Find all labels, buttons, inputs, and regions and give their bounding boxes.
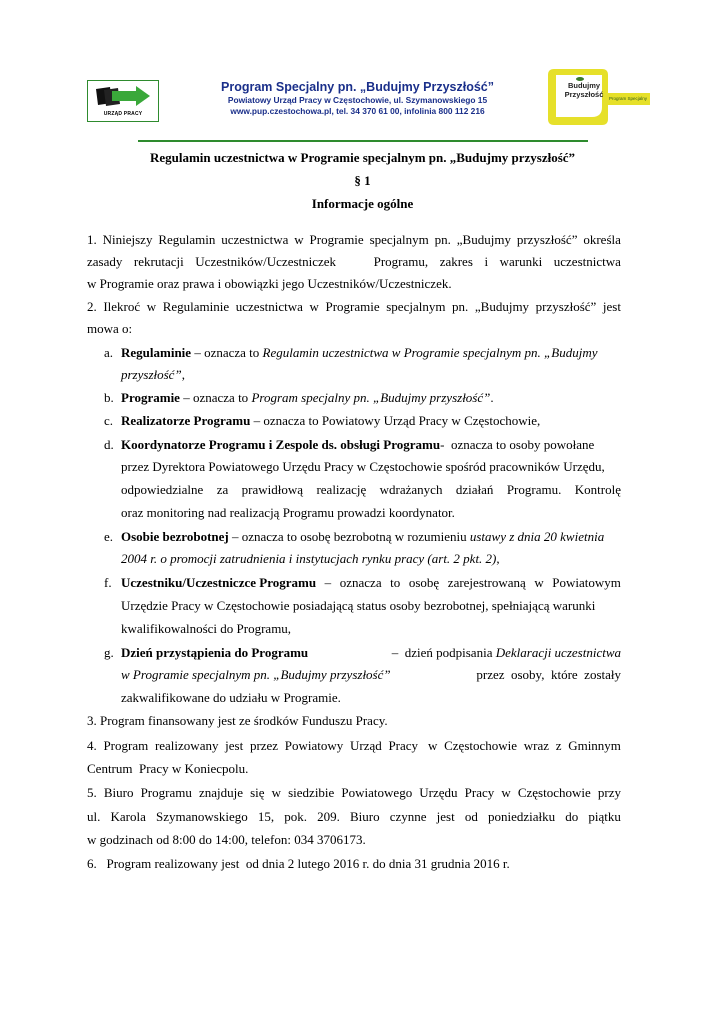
item-a-marker: a.: [104, 345, 114, 360]
item-f-line-2: Urzędzie Pracy w Częstochowie posiadającą status osoby bezrobotnej, spełniającą warunki: [121, 598, 596, 613]
p4-line-2: Centrum Pracy w Koniecpolu.: [87, 761, 249, 776]
item-c-line-1: Realizatorze Programu – oznacza to Powiatowy Urząd Pracy w Częstochowie,: [121, 413, 541, 428]
badge-title: [562, 81, 606, 99]
item-d-line-3: odpowiedzialne za prawidłową realizację wdrażanych działań Programu. Kontrolę: [121, 482, 621, 497]
p1-line-1: 1. Niniejszy Regulamin uczestnictwa w Programie specjalnym pn. „Budujmy przyszłość” określa: [87, 232, 621, 247]
item-a-line-2: przyszłość”,: [121, 367, 185, 382]
item-e-marker: e.: [104, 529, 114, 544]
p1-line-2: zasady rekrutacji Uczestników/Uczestniczek Programu, zakres i warunki uczestnictwa: [87, 254, 621, 269]
item-b-line-1: Programie – oznacza to Program specjalny pn. „Budujmy przyszłość”.: [121, 390, 494, 405]
badge-tag: Program Specjalny: [606, 94, 650, 104]
item-d-line-1: Koordynatorze Programu i Zespole ds. obsługi Programu- oznacza to osoby powołane: [121, 437, 595, 452]
item-d-marker: d.: [104, 437, 114, 452]
item-g-line-3: zakwalifikowane do udziału w Programie.: [121, 690, 341, 705]
item-g-line-1: Dzień przystąpienia do Programu – dzień podpisania Deklaracji uczestnictwa: [121, 645, 621, 660]
item-d-line-4: oraz monitoring nad realizacją Programu prowadzi koordynator.: [121, 505, 455, 520]
item-f-marker: f.: [104, 575, 112, 590]
item-c-marker: c.: [104, 413, 114, 428]
budujmy-przyszlosc-badge: [542, 67, 652, 127]
p1-line-3: w Programie oraz prawa i obowiązki jego Uczestników/Uczestniczek.: [87, 276, 452, 291]
item-b-marker: b.: [104, 390, 114, 405]
p5-line-1: 5. Biuro Programu znajduje się w siedzibie Powiatowego Urzędu Pracy w Częstochowie przy: [87, 785, 621, 800]
section-title: Informacje ogólne: [311, 196, 414, 211]
p5-line-3: w godzinach od 8:00 do 14:00, telefon: 034 3706173.: [87, 832, 366, 847]
section-number: § 1: [354, 173, 371, 188]
p4-line-1: 4. Program realizowany jest przez Powiatowy Urząd Pracy w Częstochowie wraz z Gminnym: [87, 738, 621, 753]
p3-line: 3. Program finansowany jest ze środków Funduszu Pracy.: [87, 713, 388, 728]
item-f-line-1: Uczestniku/Uczestniczce Programu – oznacza to osobę zarejestrowaną w Powiatowym: [121, 575, 621, 590]
p6-line: 6. Program realizowany jest od dnia 2 lutego 2016 r. do dnia 31 grudnia 2016 r.: [87, 856, 510, 871]
item-g-marker: g.: [104, 645, 114, 660]
header-title: Program Specjalny pn. „Budujmy Przyszłość”: [221, 80, 494, 94]
item-f-line-3: kwalifikowalności do Programu,: [121, 621, 292, 636]
document-title: Regulamin uczestnictwa w Programie specjalnym pn. „Budujmy przyszłość”: [149, 150, 576, 165]
item-e-line-2: 2004 r. o promocji zatrudnienia i instytucjach rynku pracy (art. 2 pkt. 2),: [121, 551, 500, 566]
item-g-line-2: w Programie specjalnym pn. „Budujmy przyszłość” przez osoby, które zostały: [121, 667, 621, 682]
badge-text-2: Przyszłość: [564, 90, 604, 99]
item-e-line-1: Osobie bezrobotnej – oznacza to osobę bezrobotną w rozumieniu ustawy z dnia 20 kwietnia: [121, 529, 605, 544]
header-block: [215, 80, 500, 117]
header-divider: [138, 140, 588, 142]
logo-left-caption: URZĄD PRACY: [103, 111, 143, 117]
item-d-line-2: przez Dyrektora Powiatowego Urzędu Pracy w Częstochowie spośród pracowników Urzędu,: [121, 459, 605, 474]
p2-line-1: 2. Ilekroć w Regulaminie uczestnictwa w Programie specjalnym pn. „Budujmy przyszłość” jest: [87, 299, 621, 314]
badge-text-1: Budujmy: [567, 81, 601, 90]
p5-line-2: ul. Karola Szymanowskiego 15, pok. 209. Biuro czynne jest od poniedziałku do piątku: [87, 809, 621, 824]
header-contact: www.pup.czestochowa.pl, tel. 34 370 61 00, infolinia 800 112 216: [230, 106, 485, 116]
header-address: Powiatowy Urząd Pracy w Częstochowie, ul. Szymanowskiego 15: [227, 95, 488, 105]
urzad-pracy-logo: [87, 80, 159, 122]
item-a-line-1: Regulaminie – oznacza to Regulamin uczestnictwa w Programie specjalnym pn. „Budujmy: [121, 345, 598, 360]
p2-line-2: mowa o:: [87, 321, 133, 336]
